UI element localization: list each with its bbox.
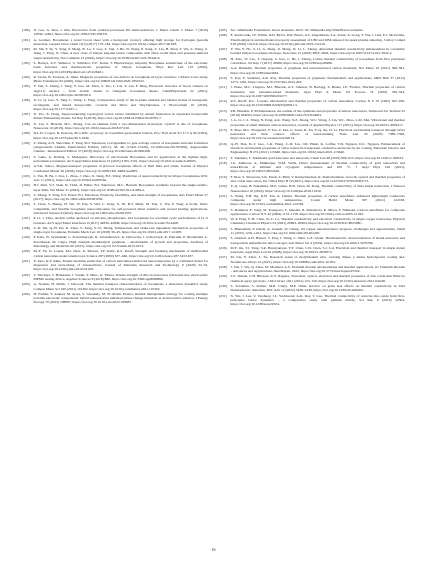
reference-entry xyxy=(219,208,405,217)
reference-entry xyxy=(22,61,208,74)
reference-entry xyxy=(219,194,405,207)
reference-entry xyxy=(22,216,208,225)
reference-number: [192] xyxy=(22,164,30,169)
reference-entry xyxy=(22,75,208,84)
reference-entry xyxy=(219,57,405,66)
reference-entry xyxy=(219,66,405,75)
reference-text: Y. Zare, K.Y. Rhee, Tensile modulus prediction of carbon nanotubes-reinforced nanocomposites by a combined model for dispersion and networking of nanoparticles, Journal of Materials Research and Technology 9 (2020) 22–32, https://doi.org/10.1016/j.jmrt.2019.03.005. xyxy=(33,258,208,272)
reference-text: R.S. Ruoff, D.C. Lorents, Mechanical and thermal properties of carbon nanotubes, Carbon N Y 33 (1995) 925–930, https://doi.org/10.1016/0008-6223(95)00021-5. xyxy=(230,99,405,108)
reference-text: P.R. Bandaru, P. Pichanusakorn, An outline of the synthesis and properties of silicon nanowires, Semicond Sci Technol 25 (2010) 024003, https://doi.org/10.1088/0268-1242/25/2/024003. xyxy=(230,108,405,118)
page-number: 16 xyxy=(211,547,216,552)
reference-entry xyxy=(22,282,208,291)
reference-entry xyxy=(22,38,208,47)
reference-columns xyxy=(22,28,405,307)
reference-entry xyxy=(22,131,208,140)
reference-text: D.L.D. Cooper, R. Pearson, Pico-DSC accessory in crystalline quasi-metal lattices, Proc Natl Acad Sci U S A 90 (1993), https://doi.org/10.1073/pnas.90.5.1849. xyxy=(33,131,208,140)
reference-entry xyxy=(22,235,208,248)
reference-text: Z. Zhang, Y. Yang, E.S. Penev, B.I. Yakobson, Elasticity, flexibility, and ideal strength of borophenes, Adv Funct Mater 27 (2017), https://doi.org/10.1002/adfm.201605059. xyxy=(33,192,208,202)
reference-entry xyxy=(22,174,208,183)
reference-number: [212] xyxy=(219,99,227,104)
reference-number: [189] xyxy=(22,131,30,136)
reference-number: [228] xyxy=(219,264,227,269)
reference-number: [227] xyxy=(219,255,227,260)
reference-text: F. Riaz, S. Shrawani, S.K. Fateh, Z. Bilal, V. Ramachandran, R. Ramachandran, Growth, optical and thermal properties of zinc oxide nano wires, Int J Mod Phys B 19 (2021), https://doi.org/10.1142/S0217979220502713. xyxy=(230,174,405,183)
reference-number: [200] xyxy=(22,249,30,254)
reference-text: S.S. Shinde, C.H. Bhosale, K.Y. Rajpure, Structural, optical, electrical and thermal properties of zinc oxide thin films by chemical spray pyrolysis, J Mol Struct 1021 (2012) 123–129, https://doi.org/10.1016/j.molstruc.2012.04.048. xyxy=(230,274,405,283)
reference-text: X. Liu, S. Hersam, M.C. Zhang, Can an element form a two-dimensional monolayer crystal? A tale of borophene, Nanoscale 10 (2018), https://doi.org/10.1016/j.nanoen.2018.07.010. xyxy=(33,121,208,131)
reference-number: [229] xyxy=(219,274,227,279)
reference-entry xyxy=(219,128,405,141)
reference-entry xyxy=(22,47,208,60)
reference-entry xyxy=(219,161,405,174)
reference-number: [182] xyxy=(22,47,30,52)
reference-entry xyxy=(22,273,208,282)
reference-entry xyxy=(219,236,405,245)
reference-entry xyxy=(219,265,405,274)
reference-entry xyxy=(219,33,405,46)
reference-text: S. Guha, A. Kabiraj, S. Mahapatra, Discovery of electroweak Borophene and its application as the lightest high-performance transistor, ACS Appl Mater Interfaces 15 (2023) 3183–3191, https://doi.org/10.1021/acsami.2c20005. xyxy=(33,154,208,163)
reference-text: Y. Sun, S. Zhang, J. Yang, Y. Gao, M. Zhou, S. Yao, L. Liu, Y. Liu, F. Ding, Electronic structure of boron clusters on Ag(111) surface – from atomic chains to triangular borophene sheets, ChemPhysChem 22 (2021), https://doi.org/10.1002/cphc.202001019. xyxy=(33,84,208,98)
reference-entry xyxy=(219,76,405,85)
reference-number: [220] xyxy=(219,184,227,189)
reference-text: Y.-Q. Gong, B. Nakamura, M.E. Geller, H.D. Chen, M. Kang, Thermal conductivity of ZnO single nanowires, J Nanosci Nanotechnol 16 (2016), https://doi.org/10.1166/jnn.2016.11950. xyxy=(230,184,405,193)
reference-entry xyxy=(219,274,405,283)
reference-number: [187] xyxy=(22,112,30,117)
reference-text: S. Wang, Y.H. Ng, K.H. Tan, A. Daniel, Thermal properties of carbon nanofibers enhanced lightweight conductive composite under high temperature, Constr Build Mater 307 (2021) 124748, https://doi.org/10.1016/j.conbuildmat.2021.124748. xyxy=(230,193,405,207)
reference-text: H. Fatima, Y. Arshad, M. Arora, S. Ghoshaly, M. El-Alami, Passive thermal management strategy for cooling multiple portable electronic components: hybrid nanoparticles enhanced phase change materials as an innovative solution, J Energy Storage 70 (2023) 108087, https://doi.org/10.1016/j.est.2023.108087. xyxy=(33,291,208,305)
reference-entry xyxy=(22,122,208,131)
reference-number: [199] xyxy=(22,235,30,240)
reference-number: [181] xyxy=(22,37,30,42)
reference-text: F. Zhao, M.L. Fitzgerald, Y. Tao, Z. Pan, G. Sauti, D. Xu, Y.-Q. Xu, D. Li, Electrical and thermal transport through silver nanowires and their contact: effects of nanotwinning, Nano Lett 20 (2020) 7389–7396, https://doi.org/10.1021/acs.nanolett.0c02014. xyxy=(230,127,405,141)
reference-entry xyxy=(219,175,405,184)
reference-list-left xyxy=(22,28,208,307)
reference-number: [201] xyxy=(22,258,30,263)
reference-number: [197] xyxy=(22,216,30,221)
reference-text: X. Yao, X. Dong, Superconducting topological vortex lattice stabilized by mixed frustration in expanded honeycomb Kitaev-Heisenberg model, Sci Rep 8 (2018), https://doi.org/10.1038/s41598-018-29705-7. xyxy=(33,112,208,121)
reference-text: X. Gao, G. Rios, J. Zhu, Electronics from solution-processed 2D semiconductors, J. Mater. Chem. C Mater. 7 (2019) 12830–12841, https://doi.org/10.1039/C9TC03933J. xyxy=(33,28,208,37)
reference-text: E. Karbowiak, J.F. Wilms, D.D. Bylov, D.R. Bruce, A.T. Ziegelmann, T.A. Saloh, X. Gong, T. Yue, J. Lim, E.J. McClellan, Thermophysical and mechanical property assessment of UB2 and UB4 sintered via spark plasma sintering, J Alloy Compd 618 (2020) 152116, https://doi.org/10.1016/j.jallcom.2019.152116. xyxy=(230,33,405,46)
reference-entry xyxy=(22,98,208,111)
reference-text: Z. Zhang, A.N. Shevchuk, Y. Yang, M.I. Yakobson, Corrigendum to: gate-voltage control of borophene structure formation (Angewandte Chemie International Edition, (2017), 56, 48, (15421-15426), 10.1002/anie.201705659), Angewandte Chemie - International Edition 57 (2018), https://doi.org/10.1002/anie.201800168. xyxy=(33,140,208,154)
reference-text: S. Hammad, E. Sang, M. Tonegawa, T. Sekoshi, R. Matsubara, K. Miwa, F. Nishioka, Carbon nanofibers for composite applications, Carbon N Y 42 (2004) 1153–1158, https://doi.org/10.1016/j.carbon.2003.12.043. xyxy=(230,207,405,216)
reference-entry xyxy=(219,217,405,226)
reference-entry xyxy=(219,294,405,307)
reference-number: [198] xyxy=(22,225,30,230)
reference-number: [214] xyxy=(219,118,227,123)
reference-entry xyxy=(22,249,208,258)
reference-text: S. Backys, A.V. Shmatov, S. Schibkov, E.E. Kalus, T. Bhattacharya, Impurity Borophene sensitivities of the electronic band structure and thermoelectric properties of bilayer borophene, Phys Rev Lett 125 (2020), https://doi.org/10.1103/PhysRevLett.125.026401. xyxy=(33,60,208,74)
reference-number: [216] xyxy=(219,141,227,146)
reference-number: [226] xyxy=(219,245,227,250)
reference-number: [196] xyxy=(22,202,30,207)
reference-number: [194] xyxy=(22,183,30,188)
reference-number: [230] xyxy=(219,283,227,288)
reference-entry xyxy=(22,112,208,121)
reference-text: S. Ghaderi, A.H. Hassan, S. Etaq, I. Wang, L. Shire, G.E. Glenn, Thermoelectric characterization of nickel-nanowire and nanoparticle embedded in silica aerogel, Adv Mater Sci 4 (2019), https://doi.org/10.1063/1.5079769. xyxy=(230,236,405,245)
reference-number: [184] xyxy=(22,74,30,79)
reference-text: S. Pop, Y. Varshney, A.K. Roy, Thermal properties of graphene: fundamentals and applications, MRS Bull 37 (2012) 1273–1281, https://doi.org/10.1557/mrs.2012.203. xyxy=(230,75,405,85)
reference-entry xyxy=(22,183,208,192)
reference-number: [213] xyxy=(219,108,227,113)
reference-number: [185] xyxy=(22,84,30,89)
reference-text: P. Kula, W. Szymański, L. Kołodziejczyk, R. Atraszkiewicz, K. Dybowski, J. Grabarczyk, R. Pietrasik, P. Niedzielski, Ł. Kaczmarek, M. Cłapa, High strength metallurgical graphene – mechanisms of growth and properties, Archives of Metallurgy and Materials 60 (2015), https://doi.org/10.1515/amm-2015-0273. xyxy=(33,235,208,249)
reference-number: [223] xyxy=(219,217,227,222)
reference-number: [204] xyxy=(22,291,30,296)
reference-text: M.-F. Yu, O. Lourie, M.J. Dyer, K. Moloni, T.F. Kelly, R.S. Ruoff, Strength and breaking mechanism of multiwalled carbon nanotubes under tensile load, Science 287 (2000) 637–640, https://doi.org/10.1126/science.287.5453.637. xyxy=(33,249,208,258)
reference-number: [205] xyxy=(219,28,227,32)
reference-number: [209] xyxy=(219,66,227,71)
reference-number: [219] xyxy=(219,174,227,179)
reference-number: [217] xyxy=(219,155,227,160)
reference-text: S. Solaiman, S. Kumar, M.R. Udayi, M.F. Omar, Review on grain size effects on thermal conductivity in ZnO thermoelectric materials, RSC Adv 12 (2022) 5428–5438, https://doi.org/10.1039/d1ra08292c. xyxy=(230,283,405,293)
reference-text: Sec. Wikimedia Foundation, boron Avenside, 2023. /In /Wikipedia.Org/Wiki/Boron.swmsitie. xyxy=(230,28,364,32)
reference-entry xyxy=(22,28,208,37)
reference-text: H.J. Kim, V.T. Veeh, R. Thiel, D. Bittar, B.I. Yakobson, M.C. Hersam, Borophene synthesis beyond the single-atomic-layer limit, Nat Mater 21 (2022), https://doi.org/10.1038/s41563-021-01084-2. xyxy=(33,183,208,192)
reference-text: H. Xiao, W. Cao, T. Ouyang, S. Guo, C. He, J. Zhong, Lattice thermal conductivity of borophene from first principles calculation, Sci Rep 7 (2017) 45986, https://doi.org/10.1038/srep45986. xyxy=(230,56,405,65)
reference-text: A.A. Balandin, Thermal properties of graphene and nanostructured carbon materials, Nat Mater 10 (2011) 569–581, https://doi.org/10.1038/nmat3064. xyxy=(230,66,405,75)
reference-number: [207] xyxy=(219,47,227,52)
reference-entry xyxy=(219,142,405,155)
reference-text: A. Gardner, Borophene: a novel boron sheet with a hexagonal vacancy offering high storage for hydrogen (paradis dissertion, Gaspari Tesor Chem 11(5) (2017) 179–184. https://doi.org/10.1016/j.compte.2017.06.018. xyxy=(33,37,208,46)
reference-entry xyxy=(22,259,208,272)
reference-entry xyxy=(22,164,208,173)
reference-number: [215] xyxy=(219,127,227,132)
reference-entry xyxy=(22,193,208,202)
reference-entry xyxy=(219,284,405,293)
reference-number: [190] xyxy=(22,140,30,145)
reference-text: X. Li, Q. Gao, Y. Tang, L. Wang, L. Fang, Comparative study of the in-plane uniaxial and biaxial strains of hexagonal, rectangular, and mixed honeycomb, covalent and Dirac and Weyl/hexanes, J. Electrochem 10 (2019), https://doi.org/10.1177/2167-1 xyxy=(33,98,208,111)
reference-list-right xyxy=(219,28,405,307)
reference-entry xyxy=(22,155,208,164)
reference-text: T. Tsuchiya, T. Hamasaki, J. Sasaki, Y. Mino, O. Tabata, Tensile strength of silicon nanowires fabricated into electrostatic MEMS testing device, Applied Sciences 8 (2018) 880, https://doi.org/10.3390/app8060880. xyxy=(33,272,208,281)
reference-number: [208] xyxy=(219,56,227,61)
reference-entry xyxy=(219,99,405,108)
reference-number: [186] xyxy=(22,98,30,103)
reference-number: [231] xyxy=(219,293,227,298)
reference-number: [225] xyxy=(219,236,227,241)
reference-number: [221] xyxy=(219,193,227,198)
reference-number: [188] xyxy=(22,121,30,126)
reference-entry xyxy=(22,84,208,97)
reference-number: [191] xyxy=(22,154,30,159)
reference-text: Y. Yin, Y. Ho, S. Li, G. Deng, X. Meng, D. Li, L. Zhong, Abnormal thermal conductivity enhancement in covalently bonded bilayer borophene allotrope, Nano Res 15 (2022) 3818–3824, https://doi.org/10.1007/s12274-021-3922-y. xyxy=(230,47,405,56)
reference-number: [218] xyxy=(219,160,227,165)
reference-number: [211] xyxy=(219,85,227,90)
reference-text: J.-G. Li, C.L. Wang, N. Peng, A.K. Wang, X.Z. Zhang, W.C. Wang, J. Lin, W.L. Zhao, L.M. Mei, Vibrational and thermal properties of small diameter silicon nanowires, Journal of Applied Physics 117 (2015), https://doi.org/10.1063/1.4906117. xyxy=(230,118,405,127)
reference-number: [210] xyxy=(219,75,227,80)
reference-text: W. P. Feng, F.-H. Chen, W.-C. Le, Thermal conductivity and electrical conductivity of single copper nanowires, Physical Chemistry Chemical Physics 23 (2021) 20893–20904, https://doi.org/10.1039/D1CP02598C. xyxy=(230,217,405,226)
reference-number: [180] xyxy=(22,28,30,32)
reference-number: [224] xyxy=(219,226,227,231)
reference-text: S. Chen, S. Huang, H. Wu, W. Pan, S. Wei, C. Peng, X. Ni, B.T. Murti, M. Tsai, C. Wu, P. Yang, A facile, fabric compatible, and flexible borophene nanocomposites for self-powered smart assistive and wound healing applications, Advanced Science 9 (2022), https://doi.org/10.1002/advs.202201507. xyxy=(33,202,208,216)
reference-entry xyxy=(219,85,405,98)
reference-text: L. Yan, H. Ba, J. Zou, L. Zhou, J. Zhao, X. Jiang, B.T. Wang, Prediction of superconductivity in bilayer borophenes, RSC Adv 11 (2021), https://doi.org/10.1039/d1ra05059e. xyxy=(33,173,208,183)
reference-number: [202] xyxy=(22,272,30,277)
reference-text: Z.-D. Shi, Q.-H. Pei, K. Zhou, S. Zeng, Y.-W. Zhang, Temperature and strain-rate dependent mechanical properties of single-layer borophene, Extreme Mech Lett 19 (2018) 39–45, https://doi.org/10.1016/j.eml.2017.12.008. xyxy=(33,225,208,235)
reference-entry xyxy=(219,28,405,32)
reference-number: [203] xyxy=(22,282,30,287)
reference-text: A.V.K. Sahoo, Magnetotransport properties of β-boron borophene affects of Hall field and strain, Journal of Physics Condensed Matter 30 (2018), https://doi.org/10.1088/1361-648X/aae883. xyxy=(33,164,208,173)
reference-text: J. Yan, J. Wu, Q. Zhou, M. Morshed, A.S. Titanium dioxide advancements and thermal applications, in: Titanium Dioxide – Advances and Applications, IntechOpen, 2022, https://doi.org/10.5772/intechopen.97202. xyxy=(230,264,405,274)
reference-entry xyxy=(219,227,405,236)
reference-entry xyxy=(219,118,405,127)
reference-entry xyxy=(219,156,405,160)
reference-entry xyxy=(219,246,405,255)
reference-entry xyxy=(22,141,208,154)
reference-entry xyxy=(22,202,208,215)
reference-text: J. Hone, M.C. Llaguno, M.J. Biercuk, A.T. Johnson, B. Batlogg, Z. Benes, J.E. Fischer, Thermal properties of carbon nanotubes and nanotube-based materials, Appl Phys A Mater Sci Process 74 (2002) 339–343, https://doi.org/10.1007/s003390201277. xyxy=(230,85,405,98)
reference-entry xyxy=(219,47,405,56)
reference-text: M. Liu, Y. Zhou, L. Su, Research status of molybdenum wire, toolsing dinase p Jenise hyde.Special coating and, Nonferrous Alloys 41 (2021), https://doi.org/10.19898/j.cnki.2021.10.001. xyxy=(230,255,405,264)
reference-text: T. Takahara, T. Takahashi, gold nanowire and nanorods, Chem Lett 48 (2019) 996–915, https://doi.org/10.1246/cl.190333. xyxy=(230,155,404,160)
reference-number: [195] xyxy=(22,192,30,197)
reference-entry xyxy=(22,292,208,305)
reference-text: R. Taoka, B. Taonyea, A. Jihua, Magnetic properties of one defects on borophene tri-layer structure: a Monte Carlo study, Phase Transitions 93 (2020), https://doi.org/10.1080/01411594.2020.1852322. xyxy=(33,74,208,84)
reference-text: P. Li, J. Zhao, Atomic sulfur anchored on silicene, phosphorene, and borophene for excellent cycle performance of Li–S batteries, ACS Appl Mater Interfaces 9 (2017) 42836–42849, https://doi.org/10.1021/acsami.7b14468. xyxy=(33,216,208,225)
reference-entry xyxy=(219,184,405,193)
reference-number: [193] xyxy=(22,173,30,178)
reference-number: [206] xyxy=(219,33,227,38)
reference-entry xyxy=(22,226,208,235)
reference-text: J.G. Ambrose, A. Mukherjee, W.M. Wells, Direct measurement of thermal conductivity of gold nanowires and nanoribbons at ambient and cryogenic temperatures and 100 °C, J Appl Phys 126 (2021), https://doi.org/10.1063/5.0054549. xyxy=(230,160,405,174)
reference-text: X. Wu, J. Lee, V. Varshney, J.L. Wohlwend, A.K. Roy, T. Luo, Thermal conductivity of wurtzite zinc-oxide from first-principles lattice dynamics – a comparative study with gallium nitride, Sci Rep 6 (2016) 22504, https://doi.org/10.1038/srep22504. xyxy=(230,293,405,307)
reference-number: [183] xyxy=(22,60,30,65)
reference-entry xyxy=(219,255,405,264)
reference-text: Q.-H. Tian, D.-T. Guo, J.-K. Wang, Z.-D. Liu, J.M. Pham, K. Loffler, T.D. Nguyen, D.C. Nguyen, Enhancement of electrical and thermal properties of silver nanowire transparent conductive electrode by Au coating, Materials Science and Engineering: B 274 (2021) 115640, https://doi.org/10.1016/j.mseb.2021.115640. xyxy=(230,141,405,155)
reference-number: [222] xyxy=(219,207,227,212)
reference-text: M.Y. Ou, T.J. Yang, S.R. Harutyunyan, Y.Y. Chen, C.D. Chen, S.J. Lai, Electrical and thermal transport in single nickel nanowire, Appl Phys Lett 92 (2008), https://doi.org/10.1063/1.2839572. xyxy=(230,245,405,255)
reference-text: M. Shi, F. Ye, Y. Yang, P. Meng, B. Le, T. Gao, Z. Sun, J. He, W. Wang, P. Jiang, Z. Liu, H. Shen, T. Wu, Z. Wang, Z. Jiang, J. Yang, X. Chen, A new class of bilayer kagome lattice compounds with Dirac nodal lines and pressure-induced superconductivity, Nat Commun 13 (2022), https://doi.org/10.1038/s41467-022-30442-0. xyxy=(33,47,208,60)
reference-entry xyxy=(219,109,405,118)
reference-text: S. Bhanushali, P. Ghosh, A. Ganesh, W. Cheng, 1D copper nanostructures: progress, challenges and opportunities, Small 11 (2015) 1232–1252, https://doi.org/10.1002/smll.201402295. xyxy=(230,226,405,236)
reference-text: A. Noman, H. Malik, J. Davoodi, The thermal transport characterization of borophene: a molecular dynamics study, Comput Mater Sci 190 (2021) 110302, https://doi.org/10.1016/j.commatsci.2021.110302. xyxy=(33,282,208,291)
